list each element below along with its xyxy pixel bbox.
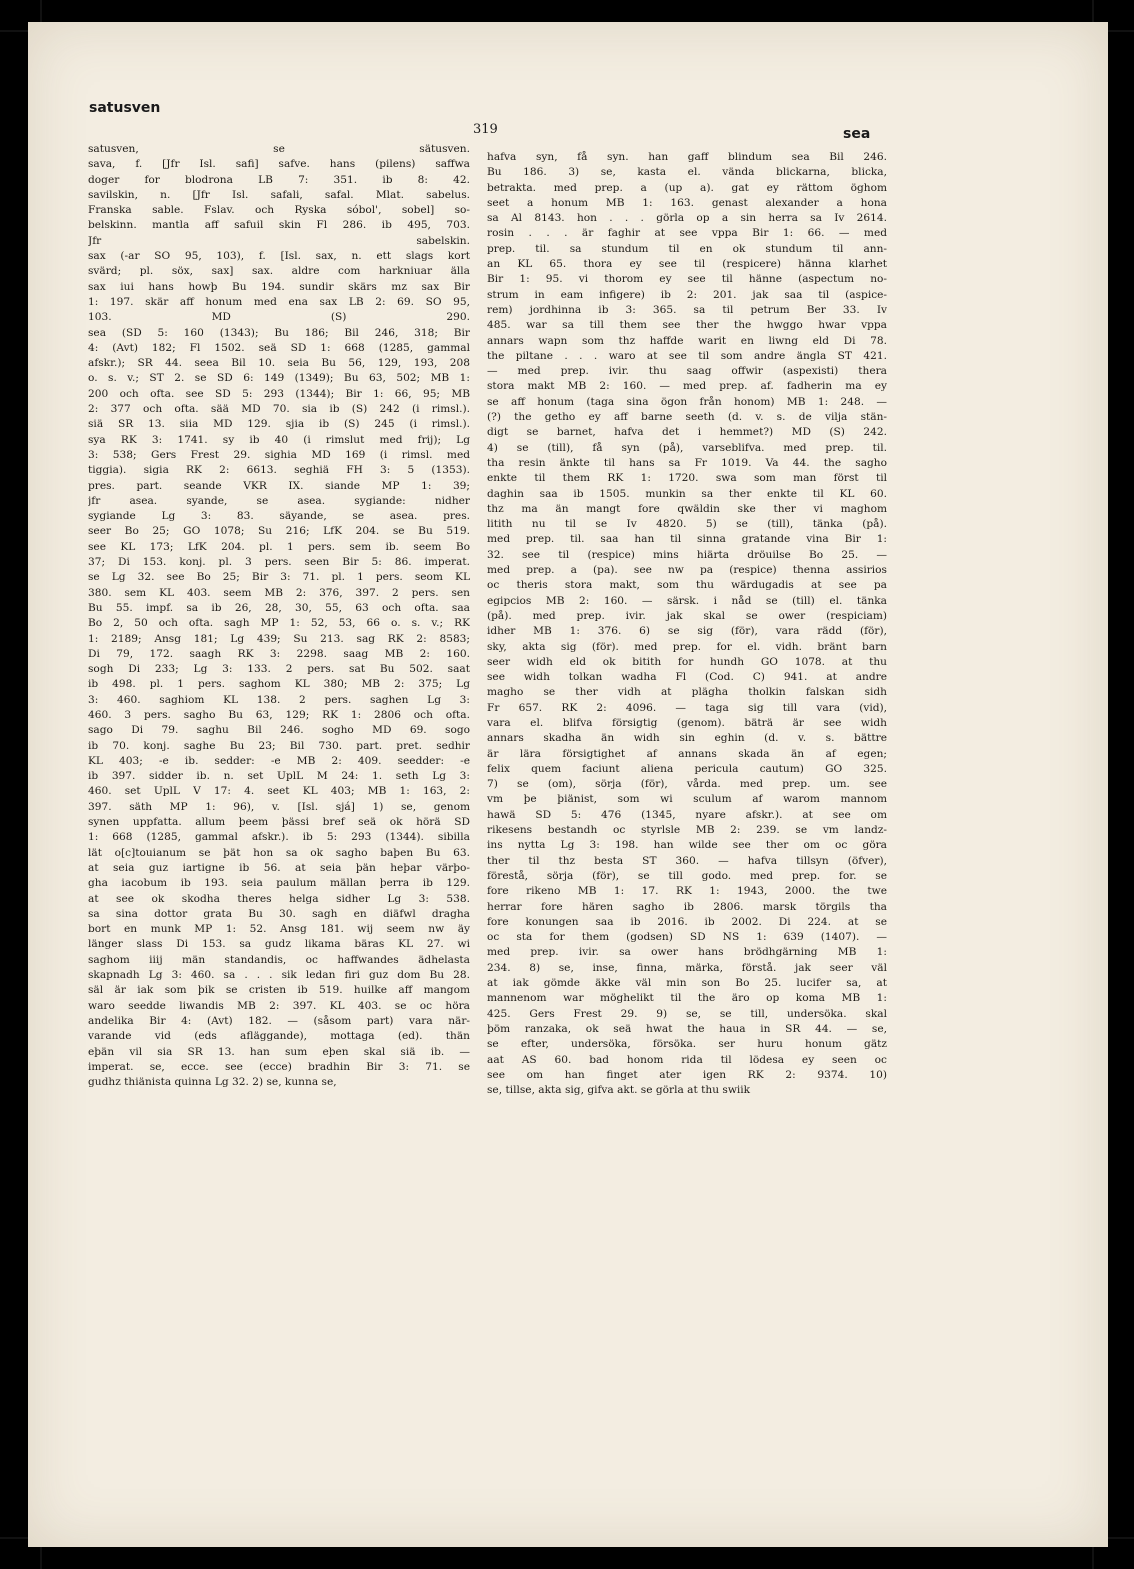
- text-line: siä SR 13. siia MD 129. sjia ib (S) 245 (i rimsl.).: [88, 418, 470, 431]
- text-line: digt se barnet, hafva det i hemmet?) MD (S) 242.: [487, 426, 887, 439]
- text-line: säl är iak som þik se cristen ib 519. huilke aff mangom: [88, 984, 470, 997]
- text-line: eþän vil sia SR 13. han sum eþen skal siä ib. —: [88, 1045, 470, 1058]
- text-line: 380. sem KL 403. seem MB 2: 376, 397. 2 pers. sen: [88, 586, 470, 599]
- text-line: oc theris stora makt, som thu wärdugadis at see pa: [487, 579, 887, 592]
- text-line: 1: 2189; Ansg 181; Lg 439; Su 213. sag RK 2: 8583;: [88, 632, 470, 645]
- text-line: rem) jordhinna ib 3: 365. sa til petrum Ber 33. Iv: [487, 303, 887, 316]
- text-line: Fr 657. RK 2: 4096. — taga sig till vara (vid),: [487, 701, 887, 714]
- text-line: strum in eam infigere) ib 2: 201. jak saa til (aspice-: [487, 288, 887, 301]
- text-line: (?) the getho ey aff barne seeth (d. v. s. de vilja stän-: [487, 411, 887, 424]
- text-line: seer Bo 25; GO 1078; Su 216; LfK 204. se Bu 519.: [88, 525, 470, 538]
- text-line: see om han finget ater igen RK 2: 9374. 10): [487, 1068, 887, 1081]
- text-line: sea (SD 5: 160 (1343); Bu 186; Bil 246, 318; Bir: [88, 326, 470, 339]
- text-line: svärd; pl. söx, sax] sax. aldre com harkniuar älla: [88, 265, 470, 278]
- text-line: at see ok skodha theres helga sidher Lg 3: 538.: [88, 892, 470, 905]
- text-line: tha resin änkte til hans sa Fr 1019. Va 44. the sagho: [487, 456, 887, 469]
- text-line: egipcios MB 2: 160. — särsk. i nåd se (till) el. tänka: [487, 594, 887, 607]
- text-line: ib 498. pl. 1 pers. saghom KL 380; MB 2: 375; Lg: [88, 678, 470, 691]
- page-number: 319: [473, 122, 498, 137]
- text-line: 3: 460. saghiom KL 138. 2 pers. saghen Lg 3:: [88, 693, 470, 706]
- text-line: ther til thz besta ST 360. — hafva tillsyn (öfver),: [487, 854, 887, 867]
- text-line: 4) se (till), få syn (på), varseblifva. med prep. til.: [487, 441, 887, 454]
- text-line: satusven, se sätusven.: [88, 143, 470, 155]
- text-line: sa Al 8143. hon . . . görla op a sin herra sa Iv 2614.: [487, 212, 887, 225]
- text-line: — med prep. ivir. thu saag offwir (aspexisti) thera: [487, 365, 887, 378]
- text-line: seet a honum MB 1: 163. genast alexander a hona: [487, 196, 887, 209]
- text-line: ins nytta Lg 3: 198. han wilde see ther om oc göra: [487, 839, 887, 852]
- running-head-left: satusven: [89, 100, 161, 116]
- text-line: jfr asea. syande, se asea. sygiande: nidher: [88, 494, 470, 507]
- text-line: varande vid (eds afläggande), mottaga (ed). thän: [88, 1030, 470, 1043]
- text-line: hawä SD 5: 476 (1345, nyare afskr.). at see om: [487, 808, 887, 821]
- text-line: 485. war sa till them see ther the hwggo hwar vppa: [487, 319, 887, 332]
- text-line: 4: (Avt) 182; Fl 1502. seä SD 1: 668 (1285, gammal: [88, 341, 470, 354]
- text-line: med prep. ivir. sa ower hans brödhgärning MB 1:: [487, 946, 887, 959]
- text-line: magho se ther vidh at plägha tholkin falskan sidh: [487, 686, 887, 699]
- text-line: rikesens bestandh oc styrlsle MB 2: 239. se vm landz-: [487, 824, 887, 837]
- text-line: synen uppfatta. allum þeem þässi bref seä ok hörä SD: [88, 816, 470, 829]
- text-line: savilskin, n. [Jfr Isl. safali, safal. Mlat. sabelus.: [88, 188, 470, 201]
- text-line: fore konungen saa ib 2016. ib 2002. Di 224. at se: [487, 915, 887, 928]
- text-line: se efter, undersöka, försöka. ser huru honum gätz: [487, 1038, 887, 1051]
- text-line: rosin . . . är faghir at see vppa Bir 1: 66. — med: [487, 227, 887, 240]
- text-line: skapnadh Lg 3: 460. sa . . . sik ledan firi guz dom Bu 28.: [88, 969, 470, 982]
- text-line: 103. MD (S) 290.: [88, 311, 470, 324]
- text-line: se aff honum (taga sina ögon från honom) MB 1: 248. —: [487, 395, 887, 408]
- text-line: 460. set UplL V 17: 4. seet KL 403; MB 1: 163, 2:: [88, 785, 470, 798]
- text-line: mannenom war möghelikt til the äro op koma MB 1:: [487, 992, 887, 1005]
- text-line: Franska sable. Fslav. och Ryska sóbol', sobel] so-: [88, 204, 470, 217]
- text-line: (på). med prep. ivir. jak skal se ower (respiciam): [487, 609, 887, 622]
- text-line: gha iacobum ib 193. seia paulum mällan þerra ib 129.: [88, 877, 470, 890]
- text-line: betrakta. med prep. a (up a). gat ey rättom öghom: [487, 181, 887, 194]
- text-line: saghom iiij män standandis, oc haffwandes ädhelasta: [88, 953, 470, 966]
- text-line: med prep. til. saa han til sinna gratande vina Bir 1:: [487, 533, 887, 546]
- text-line: sky, akta sig (för). med prep. for el. vidh. bränt barn: [487, 640, 887, 653]
- text-line: o. s. v.; ST 2. se SD 6: 149 (1349); Bu 63, 502; MB 1:: [88, 372, 470, 385]
- text-line: se, tillse, akta sig, gifva akt. se görla at thu swiik: [487, 1084, 751, 1097]
- text-line: daghin saa ib 1505. munkin sa ther enkte til KL 60.: [487, 487, 887, 500]
- text-line: 2: 377 och ofta. sää MD 70. sia ib (S) 242 (i rimsl.).: [88, 403, 470, 416]
- text-line: felix quem faciunt aliena pericula cautum) GO 325.: [487, 762, 887, 775]
- text-line: see KL 173; LfK 204. pl. 1 pers. sem ib. seem Bo: [88, 540, 470, 553]
- text-line: idher MB 1: 376. 6) se sig (för), vara rädd (för),: [487, 625, 887, 638]
- text-line: vara el. blifva försigtig (genom). bäträ är see widh: [487, 716, 887, 729]
- text-line: ib 397. sidder ib. n. set UplL M 24: 1. seth Lg 3:: [88, 770, 470, 783]
- text-line: Jfr sabelskin.: [88, 234, 470, 247]
- text-line: aat AS 60. bad honom rida til lödesa ey seen oc: [487, 1053, 887, 1066]
- text-line: annars skadha än widh sin eghin (d. v. s. bättre: [487, 732, 887, 745]
- text-line: þöm ranzaka, ok seä hwat the haua in SR 44. — se,: [487, 1022, 887, 1035]
- text-line: 460. 3 pers. sagho Bu 63, 129; RK 1: 2806 och ofta.: [88, 708, 470, 721]
- text-line: doger for blodrona LB 7: 351. ib 8: 42.: [88, 173, 470, 186]
- text-line: afskr.); SR 44. seea Bil 10. seia Bu 56, 129, 193, 208: [88, 357, 470, 370]
- text-line: annars wapn som thz haffde warit en liwng eld Di 78.: [487, 334, 887, 347]
- text-line: sax iui hans howþ Bu 194. sundir skärs mz sax Bir: [88, 280, 470, 293]
- text-line: sax (-ar SO 95, 103), f. [Isl. sax, n. ett slags kort: [88, 250, 470, 263]
- text-line: sago Di 79. saghu Bil 246. sogho MD 69. sogo: [88, 724, 470, 737]
- text-line: lät o[c]touianum se þät hon sa ok sagho baþen Bu 63.: [88, 846, 470, 859]
- text-line: prep. til. sa stundum til en ok stundum til ann-: [487, 242, 887, 255]
- text-line: oc sta for them (godsen) SD NS 1: 639 (1407). —: [487, 931, 887, 944]
- text-line: vm þe þiänist, som wi sculum af warom mannom: [487, 793, 887, 806]
- text-line: Bu 55. impf. sa ib 26, 28, 30, 55, 63 och ofta. saa: [88, 601, 470, 614]
- text-line: enkte til them RK 1: 1720. swa som man först til: [487, 472, 887, 485]
- text-line: litith nu til se Iv 4820. 5) se (till), tänka (på).: [487, 518, 887, 531]
- text-line: 3: 538; Gers Frest 29. sighia MD 169 (i rimsl. med: [88, 448, 470, 461]
- text-line: belskinn. mantla aff safuil skin Fl 286. ib 495, 703.: [88, 219, 470, 232]
- text-line: hafva syn, få syn. han gaff blindum sea Bil 246.: [487, 151, 887, 163]
- text-line: 32. see til (respice) mins hiärta dröuilse Bo 25. —: [487, 548, 887, 561]
- text-line: 37; Di 153. konj. pl. 3 pers. seen Bir 5: 86. imperat.: [88, 556, 470, 569]
- text-line: the piltane . . . waro at see til som andre ängla ST 421.: [487, 349, 887, 362]
- text-line: Bu 186. 3) se, kasta el. vända blickarna, blicka,: [487, 166, 887, 179]
- text-line: sya RK 3: 1741. sy ib 40 (i rimslut med frij); Lg: [88, 433, 470, 446]
- text-line: bort en munk MP 1: 52. Ansg 181. wij seem nw äy: [88, 923, 470, 936]
- text-line: tiggia). sigia RK 2: 6613. seghiä FH 3: 5 (1353).: [88, 464, 470, 477]
- text-line: länger slass Di 153. sa gudz likama bäras KL 27. wi: [88, 938, 470, 951]
- text-line: KL 403; -e ib. sedder: -e MB 2: 409. seedder: -e: [88, 754, 470, 767]
- text-line: imperat. se, ecce. see (ecce) bradhin Bir 3: 71. se: [88, 1060, 470, 1073]
- text-line: 397. säth MP 1: 96), v. [Isl. sjá] 1) se, genom: [88, 800, 470, 813]
- text-line: Di 79, 172. saagh RK 3: 2298. saag MB 2: 160.: [88, 647, 470, 660]
- text-line: at seia guz iartigne ib 56. at seia þän heþar värþo-: [88, 861, 470, 874]
- text-line: 425. Gers Frest 29. 9) se, se till, undersöka. skal: [487, 1007, 887, 1020]
- text-line: pres. part. seande VKR IX. siande MP 1: 39;: [88, 479, 470, 492]
- text-line: waro seedde liwandis MB 2: 397. KL 403. se oc höra: [88, 999, 470, 1012]
- text-line: an KL 65. thora ey see til (respicere) hänna klarhet: [487, 258, 887, 271]
- text-line: stora makt MB 2: 160. — med prep. af. fadherin ma ey: [487, 380, 887, 393]
- text-line: se Lg 32. see Bo 25; Bir 3: 71. pl. 1 pers. seom KL: [88, 571, 470, 584]
- text-line: see widh tolkan wadha Fl (Cod. C) 941. at andre: [487, 671, 887, 684]
- text-line: 1: 197. skär aff honum med ena sax LB 2: 69. SO 95,: [88, 295, 470, 308]
- running-head-right: sea: [843, 126, 871, 142]
- text-line: seer widh eld ok bitith for hundh GO 1078. at thu: [487, 655, 887, 668]
- text-line: med prep. a (pa). see nw pa (respice) thenna assirios: [487, 564, 887, 577]
- text-line: 1: 668 (1285, gammal afskr.). ib 5: 293 (1344). sibilla: [88, 831, 470, 844]
- text-line: sava, f. [Jfr Isl. safi] safve. hans (pilens) saffwa: [88, 158, 470, 171]
- text-line: ib 70. konj. saghe Bu 23; Bil 730. part. pret. sedhir: [88, 739, 470, 752]
- left-text-column: [88, 142, 470, 1090]
- right-text-column: [487, 150, 887, 1098]
- text-line: herrar fore hären sagho ib 2806. marsk törgils tha: [487, 900, 887, 913]
- text-line: 200 och ofta. see SD 5: 293 (1344); Bir 1: 66, 95; MB: [88, 387, 470, 400]
- text-line: är lära försigtighet af annans skada än af egen;: [487, 747, 887, 760]
- text-line: at iak gömde äkke väl min son Bo 25. lucifer sa, at: [487, 977, 887, 990]
- text-line: sa sina dottor grata Bu 30. sagh en diäfwl dragha: [88, 907, 470, 920]
- text-line: thz ma än mangt fore qwäldin ske ther vi maghom: [487, 502, 887, 515]
- text-line: Bir 1: 95. vi thorom ey see til hänne (aspectum no-: [487, 273, 887, 286]
- text-line: gudhz thiänista quinna Lg 32. 2) se, kunna se,: [88, 1076, 337, 1089]
- text-line: 7) se (om), sörja (för), vårda. med prep. um. see: [487, 778, 887, 791]
- text-line: 234. 8) se, inse, finna, märka, förstå. jak seer väl: [487, 961, 887, 974]
- text-line: fore rikeno MB 1: 17. RK 1: 1943, 2000. the twe: [487, 885, 887, 898]
- text-line: sogh Di 233; Lg 3: 133. 2 pers. sat Bu 502. saat: [88, 663, 470, 676]
- text-line: andelika Bir 4: (Avt) 182. — (såsom part) vara när-: [88, 1014, 470, 1027]
- text-line: förestå, sörja (för), se till godo. med prep. for. se: [487, 869, 887, 882]
- text-line: sygiande Lg 3: 83. säyande, se asea. pres.: [88, 510, 470, 523]
- text-line: Bo 2, 50 och ofta. sagh MP 1: 52, 53, 66 o. s. v.; RK: [88, 617, 470, 630]
